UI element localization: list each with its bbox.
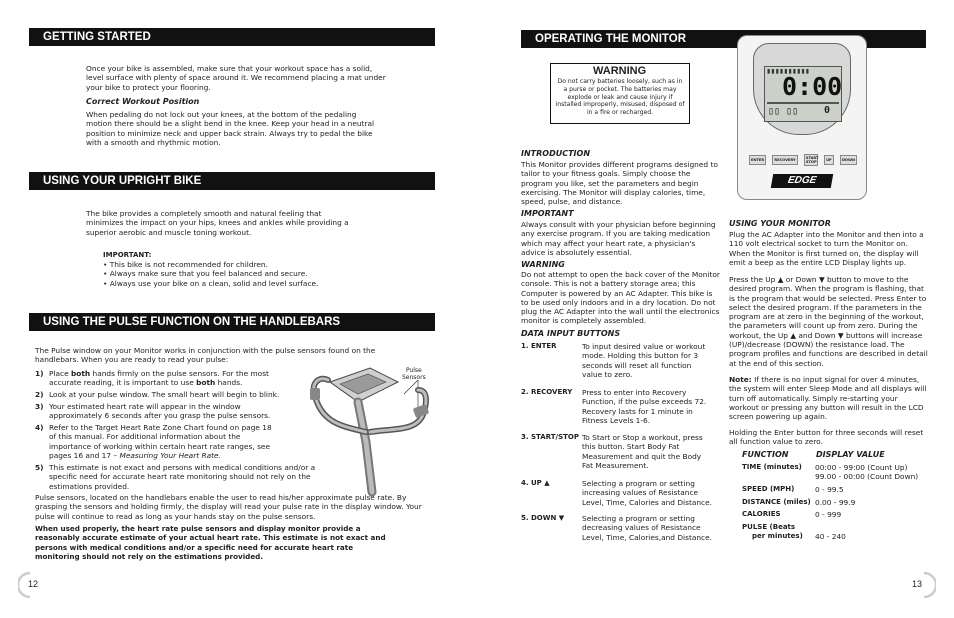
using-monitor-note: Note: If there is no input signal for over 4 minutes, the system will enter Sleep Mode and all displays will turn off automatically. Simply re-starting your workout or pressing any button will result in the LCD screen powering up again. [729,375,927,422]
data-input-key: 1. ENTER [521,342,557,350]
using-bike-text: The bike provides a completely smooth and natural feeling that minimizes the impact on your hips, knees and ankles while providing a superior aerobic and muscle toning workout. [86,209,349,237]
heading-using-bike: USING YOUR UPRIGHT BIKE [29,172,435,190]
function-name: PULSE (Beats per minutes) [742,523,803,541]
introduction-text: This Monitor provides different programs designed to tailor to your fitness goals. Simply choose the program you like, set the parameters and begin exercising. The Monitor will display calories, time, speed, pulse, and distance. [521,160,718,207]
step-number: 1) [35,369,44,378]
up-button: UP [824,155,834,165]
start-stop-button: START STOP [805,156,819,164]
warning-box-text: Do not carry batteries loosely, such as in a purse or pocket. The batteries may explode or leak and cause injury if installed improperly, misused, disposed of in a fire or recharged. [555,78,685,117]
data-input-text: Selecting a program or setting increasing values of Resistance Level, Time, Calories and Distance. [582,479,713,507]
page-number-right: 13 [912,579,923,589]
data-input-key: 5. DOWN ▼ [521,514,565,522]
using-monitor-p4: Holding the Enter button for three seconds will reset all function value to zero. [729,428,924,447]
correct-position-text: When pedaling do not lock out your knees, at the bottom of the pedaling motion there should be a slight bend in the knee. Keep your head in a neutral position to minimize neck and upper back strain. Always try to pedal the bike with a smooth and rhythmic motion. [86,110,375,147]
function-value: 40 - 240 [815,532,846,541]
display-value-header: DISPLAY VALUE [816,450,885,459]
pulse-outro: Pulse sensors, located on the handlebars enable the user to read his/her approximate pulse rate. By grasping the sensors and holding firmly, the display will read your pulse rate in the display window. Your pulse will continue to read as long as your hands stay on the pulse sensors. [35,493,422,521]
using-monitor-heading: USING YOUR MONITOR [729,219,831,228]
function-value: 0.00 - 99.9 [815,498,856,507]
data-input-key: 4. UP ▲ [521,479,550,487]
function-name: DISTANCE (miles) [742,498,811,506]
brand-logo: EDGE [771,174,833,188]
data-input-text: Selecting a program or setting decreasing values of Resistance Level, Time, Calories,and Distance. [582,514,713,542]
enter-button: ENTER [749,155,766,165]
function-value: 0 - 99.5 [815,485,844,494]
pulse-intro: The Pulse window on your Monitor works in conjunction with the pulse sensors found on the handlebars. When you are ready to read your pulse: [35,346,376,365]
pulse-warning-bold: When used properly, the heart rate pulse sensors and display monitor provide a reasonably accurate estimate of your actual heart rate. This estimate is not exact and persons with medical conditions and/or a specific need for accurate heart rate monitoring should not rely on the estimations provided. [35,524,386,561]
data-input-text: Press to enter into Recovery Function, if the pulse exceeds 72. Recovery lasts for 1 minute in Fitness Levels 1-6. [582,388,707,425]
important-heading: IMPORTANT [521,209,574,218]
down-button: DOWN [840,155,857,165]
data-input-key: 3. START/STOP [521,433,579,441]
function-name: TIME (minutes) [742,463,802,471]
heading-pulse-function: USING THE PULSE FUNCTION ON THE HANDLEBARS [29,313,435,331]
data-input-key: 2. RECOVERY [521,388,573,396]
step-text: Look at your pulse window. The small heart will begin to blink. [49,390,280,399]
getting-started-intro: Once your bike is assembled, make sure that your workout space has a solid, level surface with plenty of space around it. We recommend placing a mat under your bike to protect your flooring. [86,64,386,92]
warning-text: Do not attempt to open the back cover of the Monitor console. This is not a battery storage area; this Computer is powered by an AC Adapter. This bike is to be used only indoors and in a dry location. Do not plug the AC Adapter into the wall until the electronics monitor is completely assembled. [521,270,720,326]
page-corner-right [922,571,936,599]
data-input-heading: DATA INPUT BUTTONS [521,329,621,338]
lcd-small-digits: 0 [824,105,831,116]
function-name: SPEED (MPH) [742,485,795,493]
function-value: 0 - 999 [815,510,842,519]
pulse-sensor-label: Pulse Sensors [402,367,426,381]
step-text: Refer to the Target Heart Rate Zone Chart found on page 18 of this manual. For additional information about the importance of working within certain heart rate ranges, see pages 16 and 17 – Measuring Your Heart Rate. [49,423,272,460]
lcd-digits: 0:00 [782,72,843,101]
step-number: 2) [35,390,44,399]
important-text: Always consult with your physician before beginning any exercise program. If you are taking medication which may affect your heart rate, a physician's advice is absolutely essential. [521,220,716,257]
correct-position-heading: Correct Workout Position [86,97,200,106]
using-monitor-p2: Press the Up ▲ or Down ▼ button to move to the desired program. When the program is flashing, that is the program that would be selected. Press Enter to select the desired program. If the parameters in the program are at zero in the beginning of the workout, the parameters will count up from zero. During the workout, the Up ▲ and Down ▼ buttons will increase (UP)/decrease (DOWN) the resistance load. The program profiles and functions are described in detail at the end of this section. [729,275,928,368]
step-text: Your estimated heart rate will appear in the window approximately 6 seconds after you grasp the pulse sensors. [49,402,271,421]
function-name: CALORIES [742,510,781,518]
important-list [103,260,343,288]
monitor-button-row [749,153,857,167]
list-item: • This bike is not recommended for children. [103,260,343,269]
function-value: 00:00 - 99:00 (Count Up) 99.00 - 00:00 (Count Down) [815,463,919,482]
important-label: IMPORTANT: [103,251,152,259]
heading-getting-started: GETTING STARTED [29,28,435,46]
data-input-text: To input desired value or workout mode. Holding this button for 3 seconds will reset all function value to zero. [582,342,706,379]
pulse-step [35,369,315,389]
list-item: • Always use your bike on a clean, solid and level surface. [103,279,343,288]
lcd-display: ▮▮▮▮▮▮▮▮▮▮ 0:00 0 ▯▯ ▯▯ [753,43,851,135]
warning-heading: WARNING [521,260,565,269]
using-monitor-p1: Plug the AC Adapter into the Monitor and then into a 110 volt electrical socket to turn the Monitor on. When the Monitor is first turned on, the display will emit a beep as the entire LCD Display lights up. [729,230,924,267]
page-number-left: 12 [28,579,39,589]
step-number: 5) [35,463,44,472]
function-header: FUNCTION [742,450,789,459]
step-text: This estimate is not exact and persons with medical conditions and/or a specific need for accurate heart rate monitoring should not rely on the estimations provided. [49,463,316,491]
step-number: 3) [35,402,44,411]
handlebar-illustration [300,362,445,497]
heading-operating-monitor: OPERATING THE MONITOR [521,30,926,48]
step-text: Place both hands firmly on the pulse sensors. For the most accurate reading, it is important to use both hands. [49,369,269,388]
step-number: 4) [35,423,44,432]
warning-box [550,63,690,124]
recovery-button: RECOVERY [772,155,797,165]
introduction-heading: INTRODUCTION [521,149,591,158]
data-input-text: To Start or Stop a workout, press this button. Start Body Fat Measurement and quit the Body Fat Measurement. [582,433,703,470]
monitor-illustration [737,35,867,200]
warning-box-title: WARNING [593,65,647,77]
list-item: • Always make sure that you feel balanced and secure. [103,269,343,278]
